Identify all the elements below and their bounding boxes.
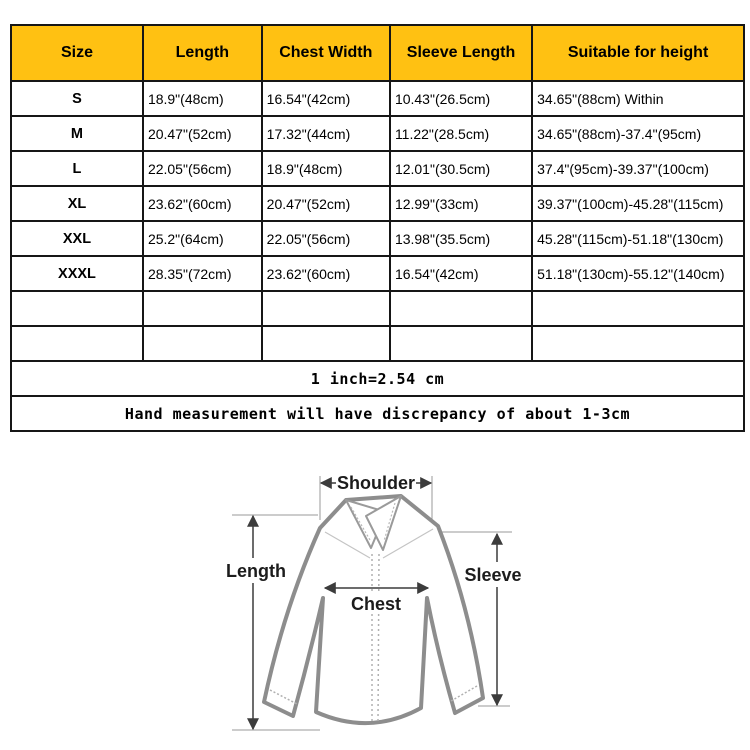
empty-cell bbox=[11, 326, 143, 361]
size-cell: L bbox=[11, 151, 143, 186]
height-cell: 45.28"(115cm)-51.18"(130cm) bbox=[532, 221, 744, 256]
table-row-xxxl bbox=[11, 256, 744, 291]
table-row-s bbox=[11, 81, 744, 116]
chest-label: Chest bbox=[350, 594, 402, 614]
empty-cell bbox=[532, 291, 744, 326]
size-cell: XXXL bbox=[11, 256, 143, 291]
chest-cell: 18.9"(48cm) bbox=[262, 151, 390, 186]
size-cell: XL bbox=[11, 186, 143, 221]
empty-cell bbox=[143, 326, 262, 361]
chest-cell: 20.47"(52cm) bbox=[262, 186, 390, 221]
table-row-m bbox=[11, 116, 744, 151]
column-header-chest-width: Chest Width bbox=[262, 25, 390, 81]
table-row-xl bbox=[11, 186, 744, 221]
empty-cell bbox=[262, 326, 390, 361]
empty-row bbox=[11, 291, 744, 326]
size-cell: XXL bbox=[11, 221, 143, 256]
empty-cell bbox=[143, 291, 262, 326]
column-header-sleeve-length: Sleeve Length bbox=[390, 25, 532, 81]
sleeve-cell: 12.99"(33cm) bbox=[390, 186, 532, 221]
length-cell: 25.2"(64cm) bbox=[143, 221, 262, 256]
length-label: Length bbox=[226, 561, 286, 581]
sleeve-cell: 11.22"(28.5cm) bbox=[390, 116, 532, 151]
column-header-length: Length bbox=[143, 25, 262, 81]
sleeve-cell: 12.01"(30.5cm) bbox=[390, 151, 532, 186]
table-row-l bbox=[11, 151, 744, 186]
length-cell: 18.9"(48cm) bbox=[143, 81, 262, 116]
sleeve-cell: 10.43"(26.5cm) bbox=[390, 81, 532, 116]
empty-cell bbox=[532, 326, 744, 361]
shoulder-label: Shoulder bbox=[336, 473, 416, 493]
header-row bbox=[11, 25, 744, 81]
note-row-measurement-discrepancy bbox=[11, 396, 744, 431]
chest-cell: 22.05"(56cm) bbox=[262, 221, 390, 256]
length-cell: 28.35"(72cm) bbox=[143, 256, 262, 291]
chest-cell: 23.62"(60cm) bbox=[262, 256, 390, 291]
chest-cell: 16.54"(42cm) bbox=[262, 81, 390, 116]
table-row-xxl bbox=[11, 221, 744, 256]
chest-cell: 17.32"(44cm) bbox=[262, 116, 390, 151]
height-cell: 51.18"(130cm)-55.12"(140cm) bbox=[532, 256, 744, 291]
height-cell: 39.37"(100cm)-45.28"(115cm) bbox=[532, 186, 744, 221]
inch-conversion-note: 1 inch=2.54 cm bbox=[11, 361, 744, 396]
sleeve-cell: 16.54"(42cm) bbox=[390, 256, 532, 291]
height-cell: 34.65"(88cm) Within bbox=[532, 81, 744, 116]
column-header-suitable-height: Suitable for height bbox=[532, 25, 744, 81]
shirt-measurement-diagram bbox=[180, 458, 580, 750]
empty-row bbox=[11, 326, 744, 361]
empty-cell bbox=[11, 291, 143, 326]
measurement-discrepancy-note: Hand measurement will have discrepancy of about 1-3cm bbox=[11, 396, 744, 431]
empty-cell bbox=[390, 326, 532, 361]
sleeve-cell: 13.98"(35.5cm) bbox=[390, 221, 532, 256]
sleeve-label: Sleeve bbox=[464, 565, 522, 585]
height-cell: 34.65"(88cm)-37.4"(95cm) bbox=[532, 116, 744, 151]
note-row-inch-conversion bbox=[11, 361, 744, 396]
size-chart-table bbox=[10, 24, 745, 432]
column-header-size: Size bbox=[11, 25, 143, 81]
length-cell: 20.47"(52cm) bbox=[143, 116, 262, 151]
size-cell: M bbox=[11, 116, 143, 151]
size-cell: S bbox=[11, 81, 143, 116]
height-cell: 37.4"(95cm)-39.37"(100cm) bbox=[532, 151, 744, 186]
empty-cell bbox=[262, 291, 390, 326]
empty-cell bbox=[390, 291, 532, 326]
length-cell: 22.05"(56cm) bbox=[143, 151, 262, 186]
length-cell: 23.62"(60cm) bbox=[143, 186, 262, 221]
